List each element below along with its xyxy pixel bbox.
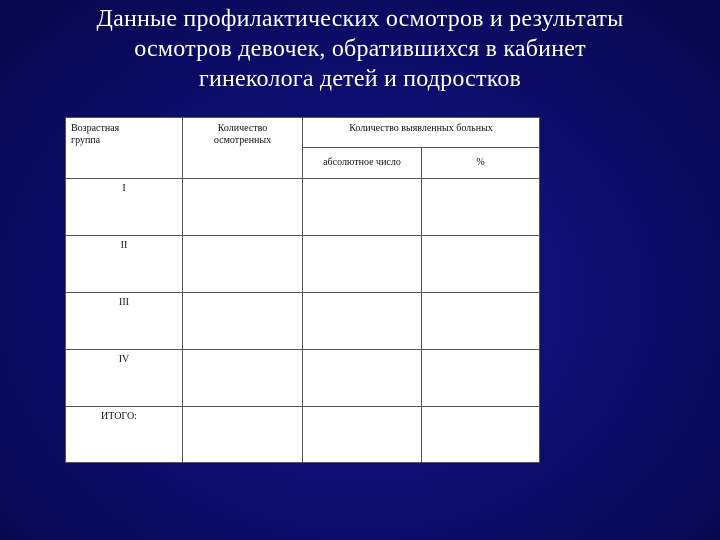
row-label-age-group: IV bbox=[66, 350, 183, 407]
header-examined-line1: Количество bbox=[217, 123, 268, 134]
header-age-group bbox=[66, 118, 183, 179]
cell-absolute bbox=[303, 407, 422, 463]
title-line-2: осмотров девочек, обратившихся в кабинет bbox=[134, 36, 586, 62]
header-age-group-line2: группа bbox=[71, 135, 101, 146]
header-identified-patients: Количество выявленных больных bbox=[303, 118, 540, 148]
table-row bbox=[66, 293, 540, 350]
header-examined-count bbox=[183, 118, 303, 179]
table-row bbox=[66, 350, 540, 407]
row-label-total: ИТОГО: bbox=[66, 407, 183, 463]
header-age-group-line1: Возрастная bbox=[71, 123, 120, 134]
title-line-3: гинеколога детей и подростков bbox=[198, 66, 522, 92]
cell-percent bbox=[422, 293, 540, 350]
cell-absolute bbox=[303, 179, 422, 236]
row-label-age-group: I bbox=[66, 179, 183, 236]
cell-examined bbox=[183, 293, 303, 350]
cell-percent bbox=[422, 407, 540, 463]
header-examined-line2: осмотренных bbox=[213, 135, 272, 146]
cell-percent bbox=[422, 350, 540, 407]
row-label-age-group: III bbox=[66, 293, 183, 350]
header-absolute-number: абсолютное число bbox=[303, 148, 422, 179]
cell-examined bbox=[183, 350, 303, 407]
cell-absolute bbox=[303, 350, 422, 407]
slide-title bbox=[20, 4, 700, 94]
title-line-1: Данные профилактических осмотров и результаты bbox=[96, 6, 624, 32]
table-row bbox=[66, 236, 540, 293]
cell-percent bbox=[422, 179, 540, 236]
header-percent: % bbox=[422, 148, 540, 179]
data-grid bbox=[65, 117, 540, 463]
cell-examined bbox=[183, 179, 303, 236]
cell-absolute bbox=[303, 293, 422, 350]
table-row-total bbox=[66, 407, 540, 463]
cell-examined bbox=[183, 407, 303, 463]
cell-percent bbox=[422, 236, 540, 293]
table-row bbox=[66, 179, 540, 236]
exam-results-table bbox=[65, 117, 539, 462]
row-label-age-group: II bbox=[66, 236, 183, 293]
cell-absolute bbox=[303, 236, 422, 293]
cell-examined bbox=[183, 236, 303, 293]
